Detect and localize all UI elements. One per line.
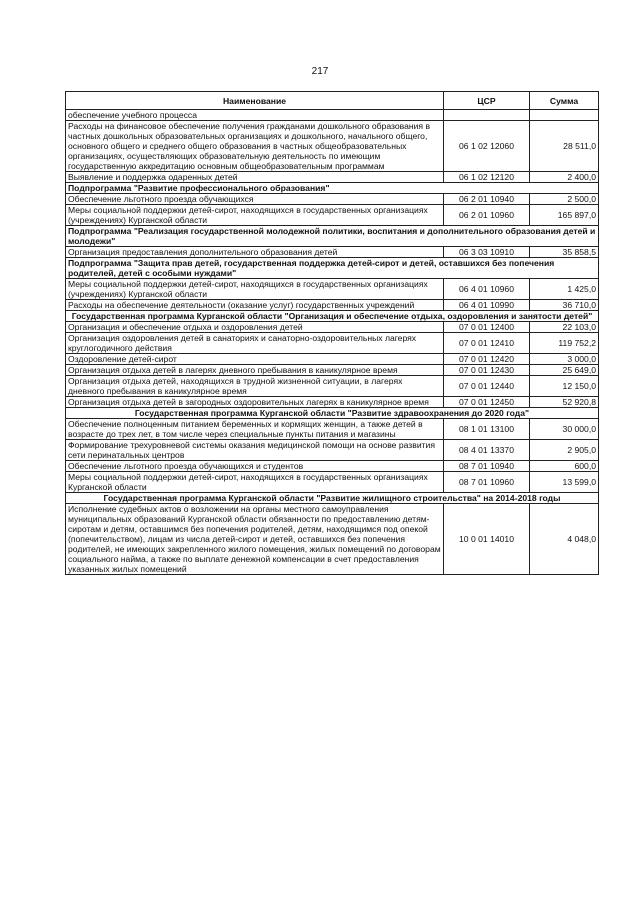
row-csr: 08 7 01 10960 [444,472,530,493]
table-body [66,110,599,575]
row-name: Организация оздоровления детей в санаториях и санаторно-оздоровительных лагерях круглогодичного действия [66,333,444,354]
page-number: 217 [311,66,329,77]
row-name: обеспечение учебного процесса [66,110,444,121]
row-sum: 36 710,0 [530,300,599,311]
row-sum: 35 858,5 [530,247,599,258]
table-row [66,397,599,408]
row-name: Организация предоставления дополнительного образования детей [66,247,444,258]
table-row [66,504,599,575]
row-csr: 06 1 02 12120 [444,172,530,183]
row-csr: 06 4 01 10990 [444,300,530,311]
table-row [66,121,599,172]
row-name: Организация отдыха детей в лагерях дневного пребывания в каникулярное время [66,365,444,376]
state-program-title: Государственная программа Курганской области "Организация и обеспечение отдыха, оздоровления и занятости детей" [66,311,599,322]
header-sum: Сумма [530,92,599,110]
row-sum: 52 920,8 [530,397,599,408]
row-name: Расходы на финансовое обеспечение получения гражданами дошкольного образования в частных дошкольных образовательных организациях и дошкольного, начального общего, основного общего и среднего общего образования в частных общеобразовательных организациях, осуществляющих образовательную деятельность по имеющим государственную аккредитацию основным общеобразовательным программам [66,121,444,172]
row-csr: 06 2 01 10940 [444,194,530,205]
row-name: Организация отдыха детей в загородных оздоровительных лагерях в каникулярное время [66,397,444,408]
row-name: Меры социальной поддержки детей-сирот, находящихся в государственных организациях (учреждениях) Курганской области [66,279,444,300]
table-row [66,461,599,472]
row-name: Оздоровление детей-сирот [66,354,444,365]
row-csr: 07 0 01 12440 [444,376,530,397]
row-name: Выявление и поддержка одаренных детей [66,172,444,183]
row-sum: 12 150,0 [530,376,599,397]
row-csr [444,110,530,121]
row-sum: 25 649,0 [530,365,599,376]
row-name: Обеспечение льготного проезда обучающихся и студентов [66,461,444,472]
row-csr: 08 1 01 13100 [444,419,530,440]
row-sum: 3 000,0 [530,354,599,365]
subprogram-title: Подпрограмма "Защита прав детей, государственная поддержка детей-сирот и детей, оставшихся без попечения родителей, детей с особыми нуждами" [66,258,599,279]
row-sum: 2 500,0 [530,194,599,205]
row-csr: 06 2 01 10960 [444,205,530,226]
table-row [66,376,599,397]
table-row [66,322,599,333]
state-program-row [66,493,599,504]
row-csr: 08 4 01 13370 [444,440,530,461]
row-csr: 07 0 01 12410 [444,333,530,354]
row-csr: 07 0 01 12450 [444,397,530,408]
row-name: Расходы на обеспечение деятельности (оказание услуг) государственных учреждений [66,300,444,311]
table-row [66,205,599,226]
state-program-row [66,311,599,322]
row-name: Организация отдыха детей, находящихся в трудной жизненной ситуации, в лагерях дневного пребывания в каникулярное время [66,376,444,397]
state-program-row [66,408,599,419]
table-header-row [66,92,599,110]
table-row [66,279,599,300]
row-name: Меры социальной поддержки детей-сирот, находящихся в государственных организациях Курганской области [66,472,444,493]
row-sum [530,110,599,121]
header-name: Наименование [66,92,444,110]
table-row [66,110,599,121]
table-row [66,194,599,205]
table-row [66,440,599,461]
row-csr: 06 3 03 10910 [444,247,530,258]
row-csr: 06 4 01 10960 [444,279,530,300]
row-csr: 06 1 02 12060 [444,121,530,172]
table-row [66,172,599,183]
row-sum: 13 599,0 [530,472,599,493]
row-name: Обеспечение льготного проезда обучающихся [66,194,444,205]
row-sum: 600,0 [530,461,599,472]
subprogram-row [66,183,599,194]
row-name: Организация и обеспечение отдыха и оздоровления детей [66,322,444,333]
row-sum: 28 511,0 [530,121,599,172]
state-program-title: Государственная программа Курганской области "Развитие жилищного строительства" на 2014-2018 годы [66,493,599,504]
subprogram-title: Подпрограмма "Реализация государственной молодежной политики, воспитания и дополнительного образования детей и молодежи" [66,226,599,247]
state-program-title: Государственная программа Курганской области "Развитие здравоохранения до 2020 года" [66,408,599,419]
row-sum: 119 752,2 [530,333,599,354]
row-csr: 07 0 01 12400 [444,322,530,333]
row-name: Меры социальной поддержки детей-сирот, находящихся в государственных организациях (учреждениях) Курганской области [66,205,444,226]
row-csr: 10 0 01 14010 [444,504,530,575]
subprogram-title: Подпрограмма "Развитие профессионального образования" [66,183,599,194]
header-csr: ЦСР [444,92,530,110]
budget-table [65,91,599,575]
table-row [66,354,599,365]
table-row [66,365,599,376]
row-csr: 07 0 01 12430 [444,365,530,376]
row-sum: 165 897,0 [530,205,599,226]
row-sum: 2 400,0 [530,172,599,183]
table-row [66,472,599,493]
row-csr: 07 0 01 12420 [444,354,530,365]
row-csr: 08 7 01 10940 [444,461,530,472]
table-row [66,247,599,258]
subprogram-row [66,258,599,279]
row-name: Формирование трехуровневой системы оказания медицинской помощи на основе развития сети перинатальных центров [66,440,444,461]
table-row [66,300,599,311]
row-name: Исполнение судебных актов о возложении на органы местного самоуправления муниципальных образований Курганской области обязанности по предоставлению детям-сиротам и детям, оставшимся без попечения родителей, детям, находящимся под опекой (попечительством), лицам из числа детей-сирот и детей, оставшихся без попечения родителей, не имеющих закрепленного жилого помещения, жилых помещений по договорам социального найма, а также по выплате денежной компенсации в счет предоставления указанных жилых помещений [66,504,444,575]
row-sum: 30 000,0 [530,419,599,440]
row-sum: 4 048,0 [530,504,599,575]
row-sum: 22 103,0 [530,322,599,333]
row-sum: 2 905,0 [530,440,599,461]
row-sum: 1 425,0 [530,279,599,300]
subprogram-row [66,226,599,247]
table-row [66,333,599,354]
row-name: Обеспечение полноценным питанием беременных и кормящих женщин, а также детей в возрасте до трех лет, в том числе через специальные пункты питания и магазины [66,419,444,440]
table-row [66,419,599,440]
